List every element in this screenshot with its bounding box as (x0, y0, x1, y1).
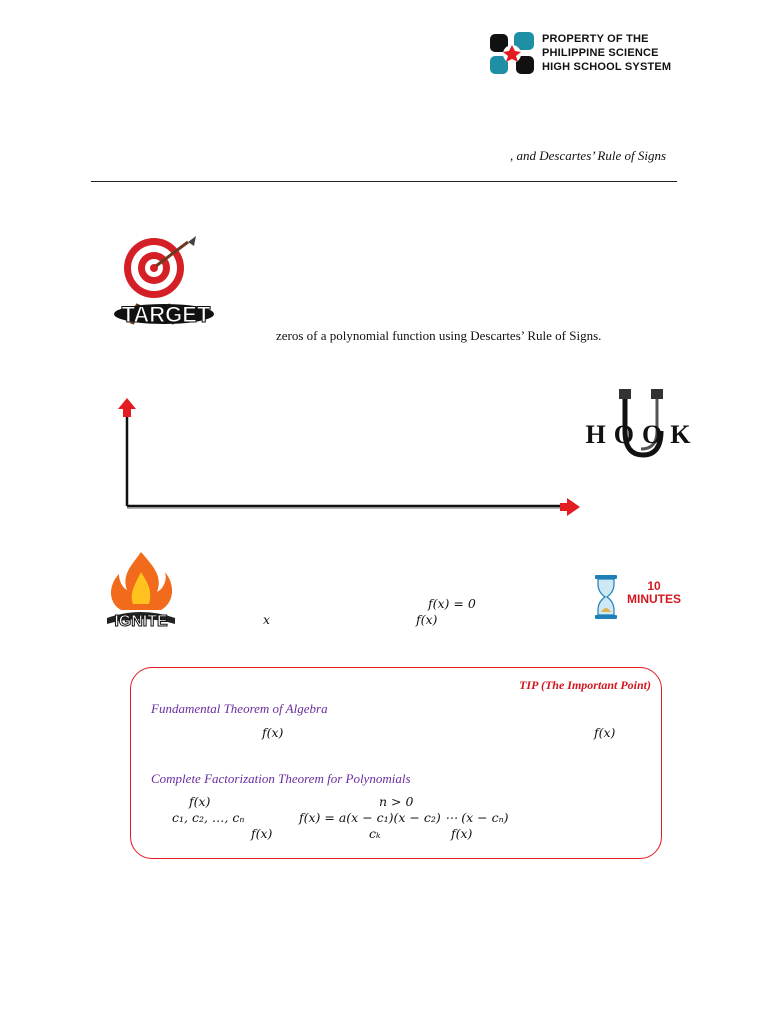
math-n-gt-0: n > 0 (379, 794, 414, 809)
axes-diagram (110, 395, 590, 520)
math-fx-equals-zero: f(x) = 0 (428, 596, 476, 611)
fire-icon (95, 548, 187, 634)
header-divider (91, 181, 677, 182)
arrow-right-icon (560, 498, 580, 516)
hook-label: HOOK (585, 420, 699, 449)
page-subtitle: , and Descartes’ Rule of Signs (510, 148, 666, 163)
theorem1-fx-right: f(x) (594, 725, 616, 740)
math-fx: f(x) (416, 612, 438, 627)
math-fx-b: f(x) (251, 826, 273, 841)
tip-label: TIP (The Important Point) (519, 678, 651, 692)
theorem-fundamental-algebra: Fundamental Theorem of Algebra (151, 701, 328, 716)
timer (592, 574, 686, 620)
ignite-image (95, 548, 187, 634)
pshs-logo (488, 30, 678, 78)
math-ck: cₖ (369, 826, 381, 841)
logo-line-1: PROPERTY OF THE (542, 33, 649, 45)
timer-number: 10 (647, 579, 661, 593)
theorem-complete-factorization: Complete Factorization Theorem for Polynomials (151, 771, 411, 786)
target-label: TARGET (121, 302, 211, 327)
pshs-logo-icon (488, 30, 538, 78)
target-icon (110, 232, 222, 332)
hook-image (585, 385, 700, 463)
target-objective: zeros of a polynomial function using Descartes’ Rule of Signs. (276, 328, 602, 343)
hourglass-icon (594, 574, 618, 620)
theorem1-fx-left: f(x) (262, 725, 284, 740)
timer-unit: MINUTES (627, 592, 681, 606)
tip-box (130, 667, 662, 859)
logo-line-3: HIGH SCHOOL SYSTEM (542, 61, 672, 73)
target-image (110, 232, 222, 332)
math-fx-a: f(x) (189, 794, 211, 809)
logo-line-2: PHILIPPINE SCIENCE (542, 47, 659, 59)
math-fx-c: f(x) (451, 826, 473, 841)
math-factored-form: f(x) = a(x − c₁)(x − c₂) ⋯ (x − cₙ) (299, 810, 509, 825)
arrow-up-icon (118, 398, 136, 417)
math-roots: c₁, c₂, …, cₙ (172, 810, 245, 825)
ignite-label: IGNITE (114, 613, 168, 630)
math-x: x (263, 612, 271, 627)
hook-icon (585, 385, 700, 463)
